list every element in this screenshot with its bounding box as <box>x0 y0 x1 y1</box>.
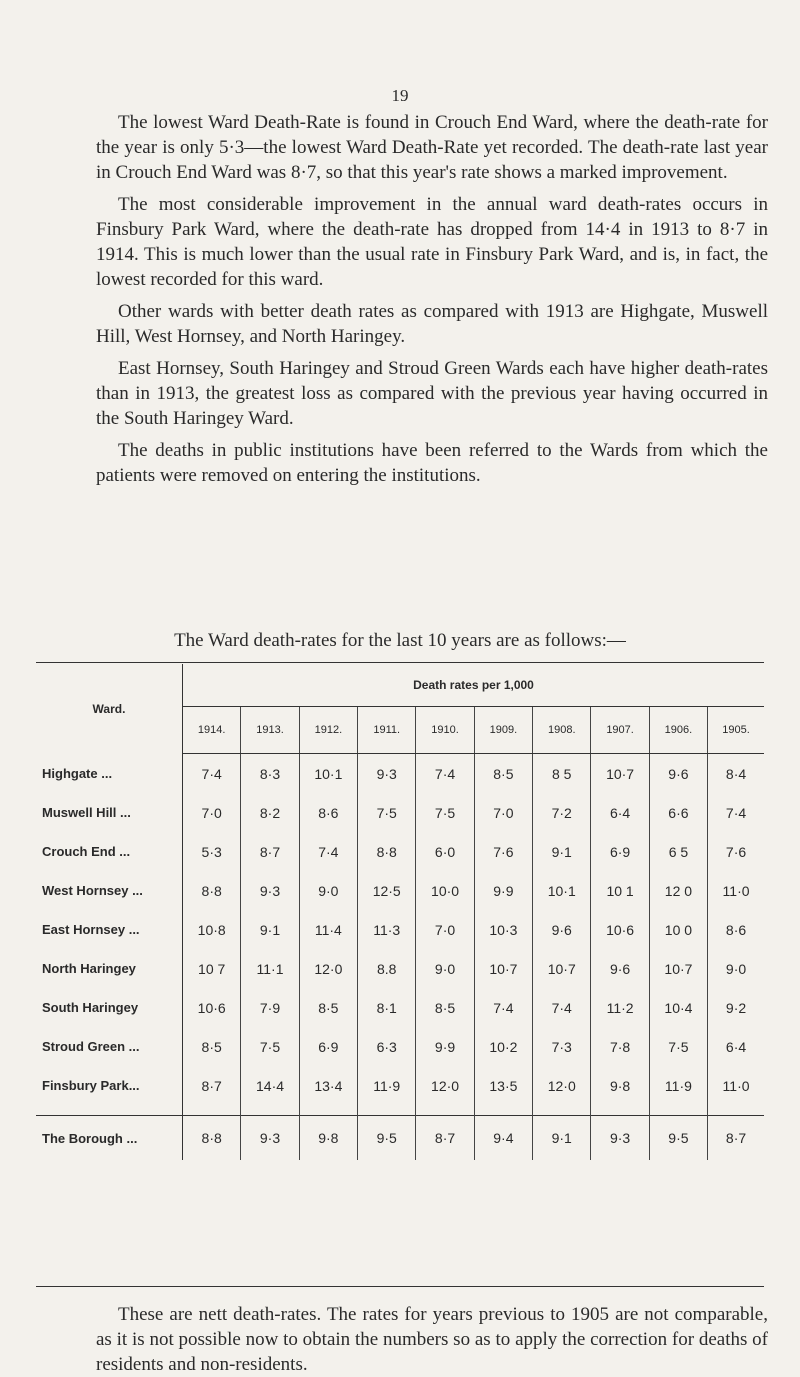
rate-cell: 9·0 <box>299 871 357 910</box>
rate-cell: 9·2 <box>708 988 764 1027</box>
year-header: 1905. <box>708 707 764 754</box>
closing-text <box>96 1302 768 1377</box>
spacer-cell <box>649 1105 707 1116</box>
rate-cell: 10·1 <box>533 871 591 910</box>
rate-cell: 8·5 <box>416 988 474 1027</box>
table-row <box>36 871 764 910</box>
ward-name: Crouch End ... <box>36 832 183 871</box>
rate-cell: 9·3 <box>241 1116 299 1161</box>
table-row <box>36 910 764 949</box>
paragraph: The lowest Ward Death-Rate is found in Crouch End Ward, where the death-rate for the year is only 5·3—the lowest Ward Death-Rate yet recorded. The death-rate last year in Crouch End Ward was 8·7, so that this year's rate shows a marked improvement. <box>96 112 768 183</box>
rate-cell: 7·3 <box>533 1027 591 1066</box>
rate-cell: 8·5 <box>299 988 357 1027</box>
rate-cell: 10·7 <box>649 949 707 988</box>
rate-cell: 8.8 <box>358 949 416 988</box>
table-bottom-rule <box>36 1286 764 1287</box>
rate-cell: 7·2 <box>533 793 591 832</box>
rate-cell: 11·4 <box>299 910 357 949</box>
rate-cell: 9·1 <box>533 832 591 871</box>
rate-cell: 10·1 <box>299 754 357 794</box>
table-body <box>36 754 764 1161</box>
page-number: 19 <box>391 86 409 105</box>
rate-cell: 8·7 <box>183 1066 241 1105</box>
rate-cell: 9·6 <box>591 949 649 988</box>
rate-cell: 10·6 <box>183 988 241 1027</box>
body-text <box>96 110 768 495</box>
rate-cell: 12·0 <box>533 1066 591 1105</box>
rate-cell: 7·8 <box>591 1027 649 1066</box>
rate-cell: 12·5 <box>358 871 416 910</box>
closing-paragraph: These are nett death-rates. The rates for years previous to 1905 are not comparable, as it is not possible now to obtain the numbers so as to apply the correction for deaths of residents and non-residents. <box>96 1304 768 1375</box>
rate-cell: 13·4 <box>299 1066 357 1105</box>
ward-name: Highgate ... <box>36 754 183 794</box>
rate-cell: 10·7 <box>474 949 532 988</box>
table-row <box>36 754 764 794</box>
rate-cell: 8·7 <box>708 1116 764 1161</box>
spacer-cell <box>36 1105 183 1116</box>
table-caption: The Ward death-rates for the last 10 years are as follows:— <box>174 630 626 651</box>
rate-cell: 6·4 <box>708 1027 764 1066</box>
spacer-cell <box>299 1105 357 1116</box>
rate-cell: 7·0 <box>474 793 532 832</box>
rate-cell: 8·3 <box>241 754 299 794</box>
rate-cell: 7·5 <box>416 793 474 832</box>
spacer-cell <box>591 1105 649 1116</box>
rate-cell: 6·6 <box>649 793 707 832</box>
rate-cell: 11·0 <box>708 1066 764 1105</box>
rate-cell: 9·5 <box>649 1116 707 1161</box>
table-row <box>36 1027 764 1066</box>
rate-cell: 10 7 <box>183 949 241 988</box>
ward-name: The Borough ... <box>36 1116 183 1161</box>
paragraph: East Hornsey, South Haringey and Stroud Green Wards each have higher death-rates than in 1913, the greatest loss as compared with the previous year having occurred in the South Haringey Ward. <box>96 358 768 429</box>
year-header: 1911. <box>358 707 416 754</box>
rate-cell: 8·6 <box>299 793 357 832</box>
rate-cell: 7·4 <box>533 988 591 1027</box>
rate-cell: 9·3 <box>591 1116 649 1161</box>
rate-cell: 9·6 <box>533 910 591 949</box>
rate-cell: 12·0 <box>416 1066 474 1105</box>
year-header: 1912. <box>299 707 357 754</box>
rate-cell: 9·3 <box>241 871 299 910</box>
rate-cell: 9·4 <box>474 1116 532 1161</box>
rate-cell: 6·9 <box>299 1027 357 1066</box>
table-row <box>36 832 764 871</box>
rate-cell: 9·6 <box>649 754 707 794</box>
spacer-cell <box>533 1105 591 1116</box>
death-rates-group-header: Death rates per 1,000 <box>183 664 765 707</box>
ward-name: South Haringey <box>36 988 183 1027</box>
year-header: 1906. <box>649 707 707 754</box>
death-rates-table <box>36 664 764 1160</box>
rate-cell: 9·3 <box>358 754 416 794</box>
table-row <box>36 988 764 1027</box>
ward-name: East Hornsey ... <box>36 910 183 949</box>
rate-cell: 9·8 <box>591 1066 649 1105</box>
rate-cell: 9·0 <box>416 949 474 988</box>
rate-cell: 8·8 <box>358 832 416 871</box>
spacer-cell <box>358 1105 416 1116</box>
rate-cell: 7·6 <box>708 832 764 871</box>
rate-cell: 7·4 <box>474 988 532 1027</box>
rate-cell: 5·3 <box>183 832 241 871</box>
paragraph: Other wards with better death rates as compared with 1913 are Highgate, Muswell Hill, West Hornsey, and North Haringey. <box>96 301 768 347</box>
rate-cell: 10 0 <box>649 910 707 949</box>
rate-cell: 7·0 <box>416 910 474 949</box>
rate-cell: 7·9 <box>241 988 299 1027</box>
rate-cell: 10·7 <box>533 949 591 988</box>
spacer-cell <box>708 1105 764 1116</box>
rate-cell: 10·0 <box>416 871 474 910</box>
ward-name: Muswell Hill ... <box>36 793 183 832</box>
rate-cell: 11·0 <box>708 871 764 910</box>
paragraph: The most considerable improvement in the annual ward death-rates occurs in Finsbury Park Ward, where the death-rate has dropped from 14·4 in 1913 to 8·7 in 1914. This is much lower than the usual rate in Finsbury Park Ward, and is, in fact, the lowest recorded for this ward. <box>96 194 768 290</box>
ward-name: West Hornsey ... <box>36 871 183 910</box>
table-row <box>36 1066 764 1105</box>
ward-name: North Haringey <box>36 949 183 988</box>
spacer-row <box>36 1105 764 1116</box>
rate-cell: 9·1 <box>533 1116 591 1161</box>
rate-cell: 11·2 <box>591 988 649 1027</box>
table-row <box>36 793 764 832</box>
rate-cell: 11·1 <box>241 949 299 988</box>
rate-cell: 11·9 <box>649 1066 707 1105</box>
spacer-cell <box>241 1105 299 1116</box>
rate-cell: 8·8 <box>183 871 241 910</box>
rate-cell: 8·1 <box>358 988 416 1027</box>
rate-cell: 8·5 <box>183 1027 241 1066</box>
rate-cell: 7·5 <box>241 1027 299 1066</box>
rate-cell: 8·6 <box>708 910 764 949</box>
rate-cell: 14·4 <box>241 1066 299 1105</box>
rate-cell: 6·0 <box>416 832 474 871</box>
year-header: 1908. <box>533 707 591 754</box>
year-header: 1914. <box>183 707 241 754</box>
rate-cell: 10·8 <box>183 910 241 949</box>
spacer-cell <box>416 1105 474 1116</box>
borough-total-row <box>36 1116 764 1161</box>
year-header: 1913. <box>241 707 299 754</box>
rate-cell: 8·5 <box>474 754 532 794</box>
rate-cell: 7·6 <box>474 832 532 871</box>
rate-cell: 7·5 <box>649 1027 707 1066</box>
rate-cell: 7·0 <box>183 793 241 832</box>
year-header: 1907. <box>591 707 649 754</box>
rate-cell: 10·3 <box>474 910 532 949</box>
rate-cell: 10·4 <box>649 988 707 1027</box>
rate-cell: 7·4 <box>416 754 474 794</box>
rate-cell: 12 0 <box>649 871 707 910</box>
rate-cell: 6 5 <box>649 832 707 871</box>
year-header: 1910. <box>416 707 474 754</box>
rate-cell: 9·9 <box>474 871 532 910</box>
rate-cell: 8·8 <box>183 1116 241 1161</box>
rate-cell: 8 5 <box>533 754 591 794</box>
rate-cell: 9·5 <box>358 1116 416 1161</box>
rate-cell: 10 1 <box>591 871 649 910</box>
rate-cell: 10·6 <box>591 910 649 949</box>
table-row <box>36 949 764 988</box>
rate-cell: 10·7 <box>591 754 649 794</box>
rate-cell: 7·4 <box>708 793 764 832</box>
rate-cell: 8·7 <box>241 832 299 871</box>
rate-cell: 11·3 <box>358 910 416 949</box>
rate-cell: 11·9 <box>358 1066 416 1105</box>
spacer-cell <box>183 1105 241 1116</box>
rate-cell: 9·0 <box>708 949 764 988</box>
rate-cell: 6·9 <box>591 832 649 871</box>
rate-cell: 9·8 <box>299 1116 357 1161</box>
rate-cell: 9·1 <box>241 910 299 949</box>
rate-cell: 7·5 <box>358 793 416 832</box>
paragraph: The deaths in public institutions have been referred to the Wards from which the patients were removed on entering the institutions. <box>96 440 768 486</box>
rate-cell: 6·4 <box>591 793 649 832</box>
ward-name: Finsbury Park... <box>36 1066 183 1105</box>
rate-cell: 10·2 <box>474 1027 532 1066</box>
year-header: 1909. <box>474 707 532 754</box>
rate-cell: 7·4 <box>299 832 357 871</box>
rate-cell: 7·4 <box>183 754 241 794</box>
rate-cell: 8·4 <box>708 754 764 794</box>
table-top-rule <box>36 662 764 663</box>
rate-cell: 9·9 <box>416 1027 474 1066</box>
rate-cell: 6·3 <box>358 1027 416 1066</box>
rate-cell: 12·0 <box>299 949 357 988</box>
rate-cell: 13·5 <box>474 1066 532 1105</box>
spacer-cell <box>474 1105 532 1116</box>
ward-column-header: Ward. <box>36 664 183 754</box>
ward-name: Stroud Green ... <box>36 1027 183 1066</box>
rate-cell: 8·2 <box>241 793 299 832</box>
rate-cell: 8·7 <box>416 1116 474 1161</box>
